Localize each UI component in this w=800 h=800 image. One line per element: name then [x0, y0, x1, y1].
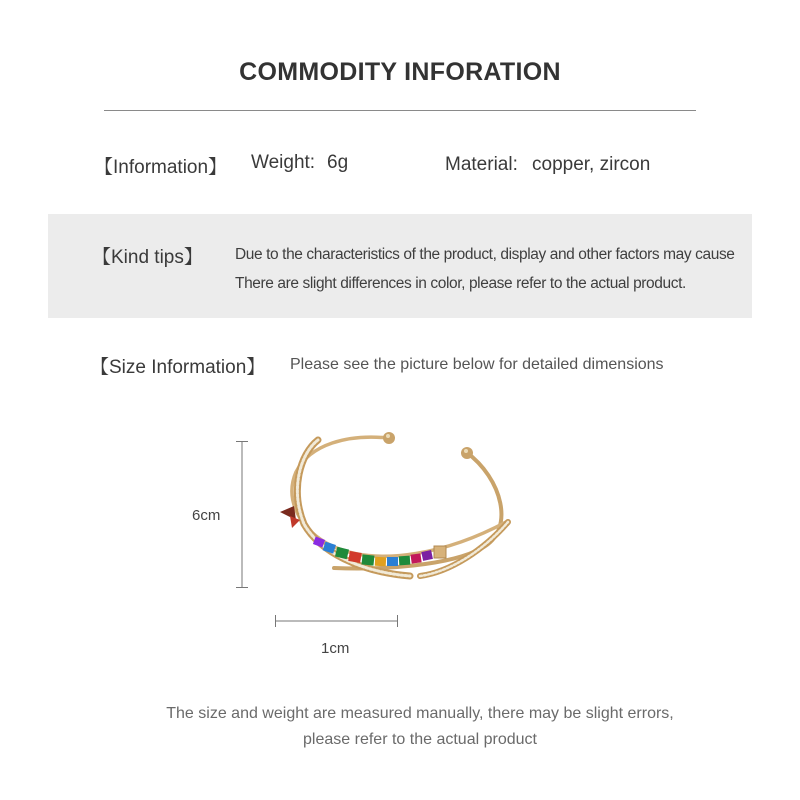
kind-tips-line-1: Due to the characteristics of the product, display and other factors may cause: [235, 246, 735, 263]
page-title: COMMODITY INFORATION: [239, 58, 561, 86]
kind-tips-line-2: There are slight differences in color, please refer to the actual product.: [235, 275, 686, 292]
width-dimension-label: 1cm: [321, 640, 350, 657]
title-divider: [104, 110, 696, 111]
information-row: [94, 152, 734, 178]
weight-value: 6g: [327, 152, 349, 173]
bracelet-product-image: [270, 420, 520, 590]
information-label: 【Information】: [94, 157, 228, 178]
kind-tips-label: 【Kind tips】: [92, 247, 203, 268]
material-label: Material:: [445, 154, 518, 175]
kind-tips-panel: [48, 214, 752, 318]
width-dimension-line: [275, 615, 398, 627]
size-information-description: Please see the picture below for detailed dimensions: [290, 356, 664, 373]
weight-label: Weight:: [251, 152, 316, 173]
height-dimension-label: 6cm: [192, 507, 221, 524]
material-value: copper, zircon: [532, 154, 651, 175]
size-information-label: 【Size Information】: [90, 357, 266, 378]
footer-note-line-2: please refer to the actual product: [303, 731, 537, 748]
height-dimension-line: [236, 441, 248, 588]
gemstone-row: [313, 537, 446, 567]
footer-note-line-1: The size and weight are measured manually, there may be slight errors,: [166, 705, 674, 722]
